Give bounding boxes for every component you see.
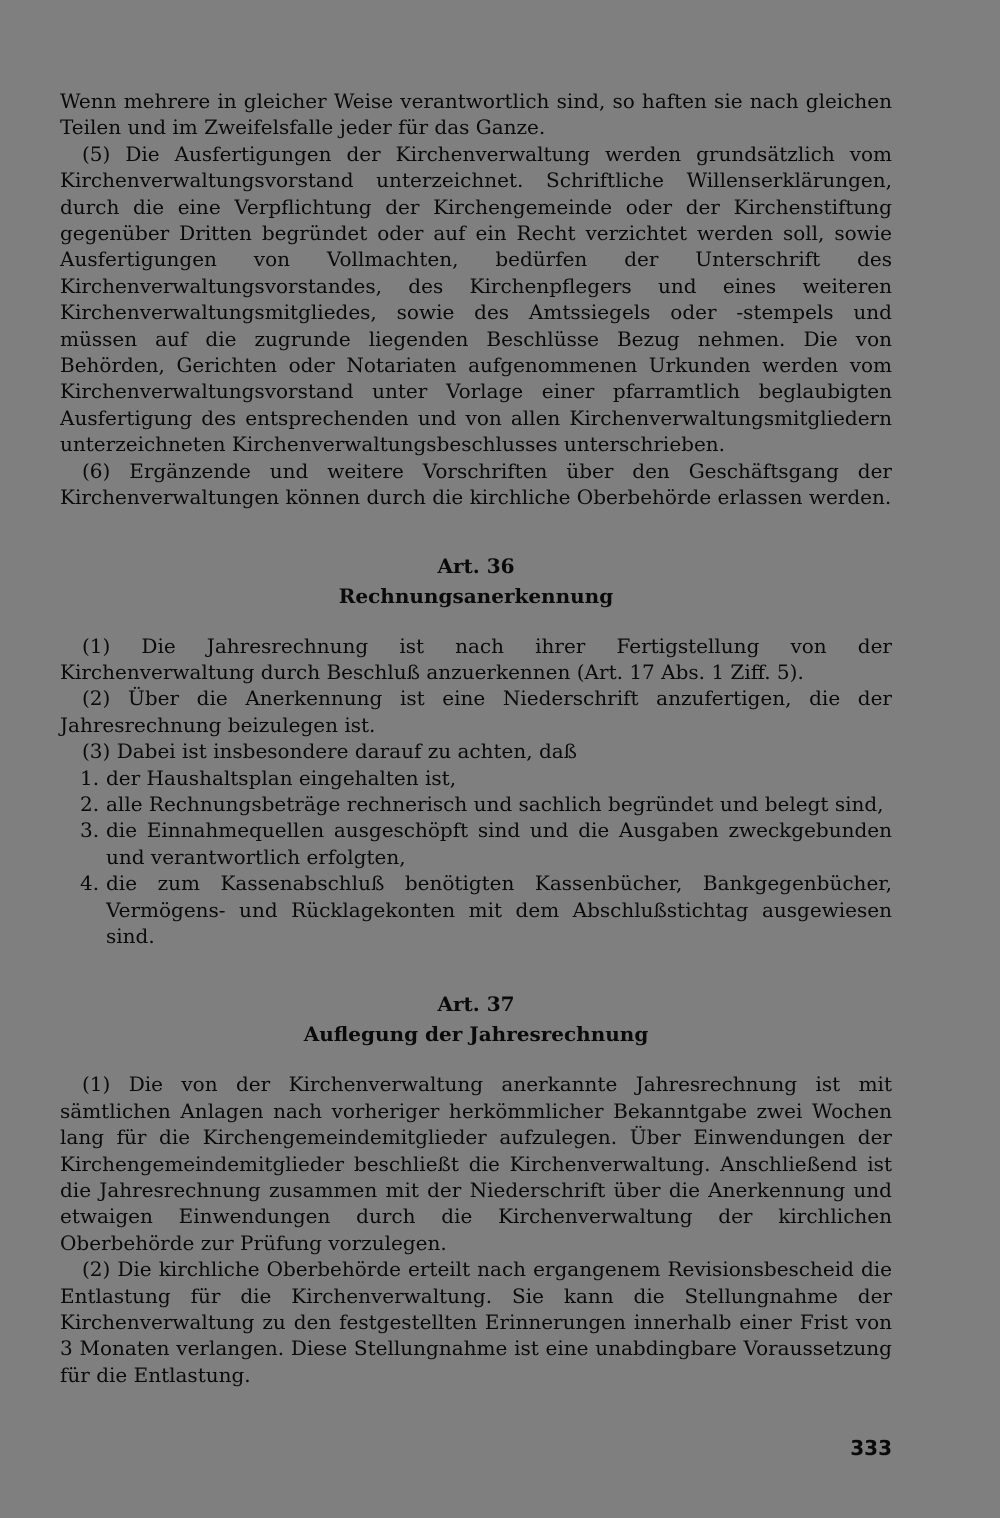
- list-item: [60, 870, 892, 949]
- intro-paragraph-3: (6) Ergänzende und weitere Vorschriften über den Geschäftsgang der Kirchenverwaltungen können durch die kirchliche Oberbehörde erlassen werden.: [60, 458, 892, 510]
- art36-checklist: [60, 765, 892, 950]
- art36-number: Art. 36: [437, 553, 515, 578]
- art37-title: Auflegung der Jahresrechnung: [303, 1022, 649, 1047]
- list-item: [60, 765, 892, 791]
- list-item-text: die zum Kassenabschluß benötigten Kassenbücher, Bankgegenbücher, Vermögens- und Rücklagekonten mit dem Abschlußstichtag ausgewiesen sind.: [106, 871, 892, 948]
- list-item-text: alle Rechnungsbeträge rechnerisch und sachlich begründet und belegt sind,: [106, 791, 884, 816]
- art37-number: Art. 37: [437, 992, 515, 1017]
- intro-paragraph-1: Wenn mehrere in gleicher Weise verantwortlich sind, so haften sie nach gleichen Teilen und im Zweifelsfalle jeder für das Ganze.: [60, 89, 892, 140]
- list-item: [60, 791, 892, 817]
- intro-paragraph-2: (5) Die Ausfertigungen der Kirchenverwaltung werden grundsätzlich vom Kirchenverwaltungsvorstand unterzeichnet. Schriftliche Willenserklärungen, durch die eine Verpflichtung der Kirchengemeinde oder der Kirchenstiftung gegenüber Dritten begründet oder auf ein Recht verzichtet werden soll, sowie Ausfertigungen von Vollmachten, bedürfen der Unterschrift des Kirchenverwaltungsvorstandes, des Kirchenpflegers und eines weiteren Kirchenverwaltungsmitgliedes, sowie des Amtssiegels oder -stempels und müssen auf die zugrunde liegenden Beschlüsse Bezug nehmen. Die von Behörden, Gerichten oder Notariaten aufgenommenen Urkunden werden vom Kirchenverwaltungsvorstand unter Vorlage einer pfarramtlich beglaubigten Ausfertigung des entsprechenden und von allen Kirchenverwaltungsmitgliedern unterzeichneten Kirchenverwaltungsbeschlusses unterschrieben.: [60, 141, 892, 457]
- list-item-number: 3.: [80, 818, 100, 843]
- art36-paragraph-1: (1) Die Jahresrechnung ist nach ihrer Fertigstellung von der Kirchenverwaltung durch Beschluß anzuerkennen (Art. 17 Abs. 1 Ziff. 5).: [60, 633, 892, 684]
- list-item-number: 2.: [80, 791, 100, 816]
- art36-paragraph-3: (3) Dabei ist insbesondere darauf zu achten, daß: [82, 739, 578, 764]
- document-page: [60, 88, 892, 1388]
- art36-title: Rechnungsanerkennung: [338, 583, 614, 608]
- list-item-text: der Haushaltsplan eingehalten ist,: [106, 765, 457, 790]
- art37-paragraph-2: (2) Die kirchliche Oberbehörde erteilt nach ergangenem Revisionsbescheid die Entlastung für die Kirchenverwaltung. Sie kann die Stellungnahme der Kirchenverwaltung zu den festgestellten Erinnerungen innerhalb einer Frist von 3 Monaten verlangen. Diese Stellungnahme ist eine unabdingbare Voraussetzung für die Entlastung.: [60, 1257, 892, 1387]
- art36-paragraph-2: (2) Über die Anerkennung ist eine Niederschrift anzufertigen, die der Jahresrechnung beizulegen ist.: [60, 686, 892, 737]
- list-item-number: 4.: [80, 871, 100, 896]
- list-item: [60, 817, 892, 870]
- art37-paragraph-1: (1) Die von der Kirchenverwaltung anerkannte Jahresrechnung ist mit sämtlichen Anlagen nach vorheriger herkömmlicher Bekanntgabe zwei Wochen lang für die Kirchengemeindemitglieder aufzulegen. Über Einwendungen der Kirchengemeindemitglieder beschließt die Kirchenverwaltung. Anschließend ist die Jahresrechnung zusammen mit der Niederschrift über die Anerkennung und etwaigen Einwendungen durch die Kirchenverwaltung der kirchlichen Oberbehörde zur Prüfung vorzulegen.: [60, 1072, 892, 1255]
- page-number: 333: [850, 1436, 892, 1460]
- list-item-text: die Einnahmequellen ausgeschöpft sind und die Ausgaben zweckgebunden und verantwortlich erfolgten,: [106, 818, 892, 869]
- list-item-number: 1.: [80, 765, 100, 790]
